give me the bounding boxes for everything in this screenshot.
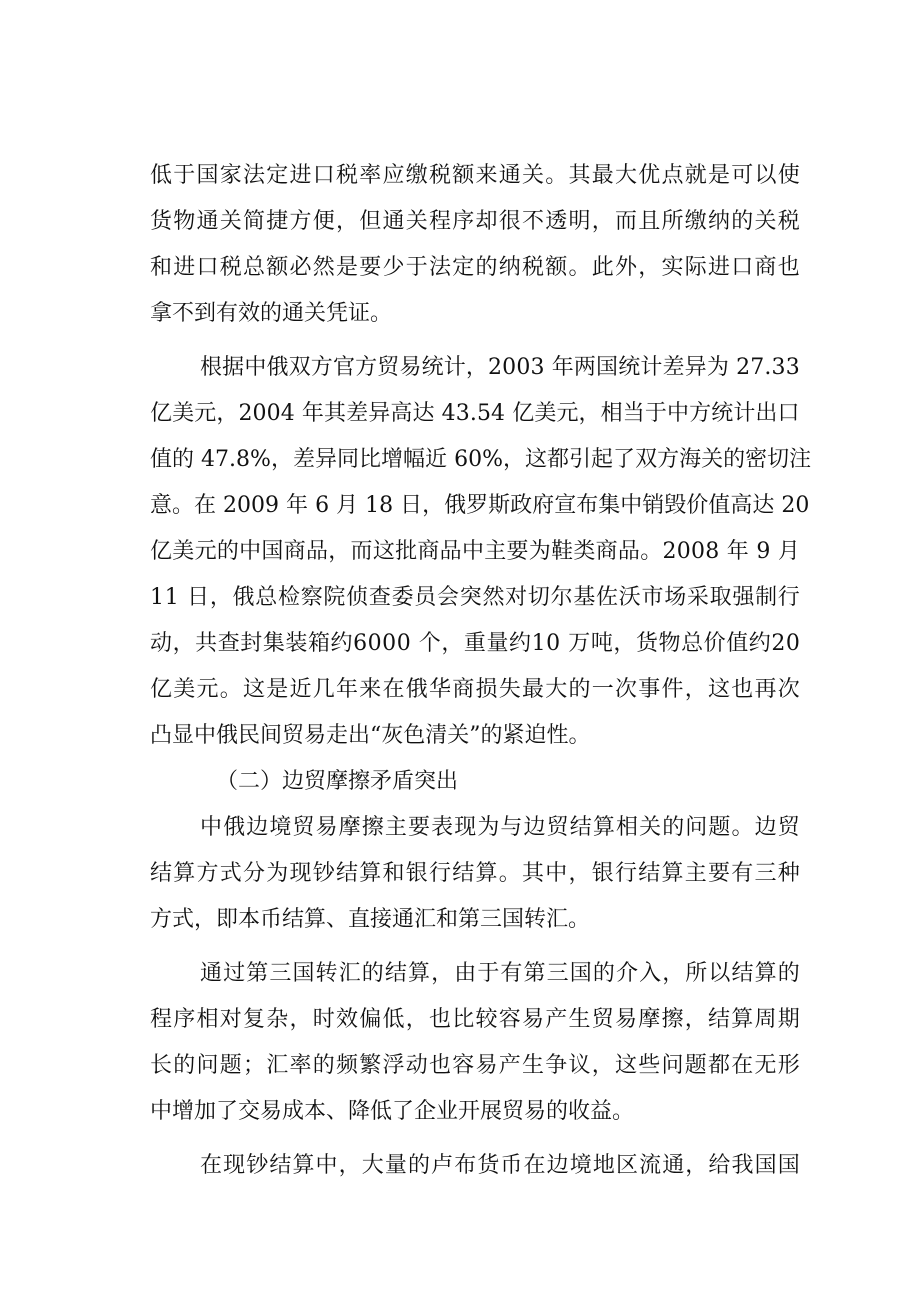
text-line: 亿 美 元 的 中 国 商 品 ， 而 这 批 商 品 中 主 要 为 鞋 类 商 品 。 2 0 0 8 年 9 月 [150,539,800,564]
paragraph-5 [150,1143,800,1189]
text-line: 值 的 4 7 . 8 % ， 差 异 同 比 增 幅 近 6 0 % ， 这 都 引 起 了 双 方 海 关 的 密 切 注 [150,447,812,472]
text-line: 在 现 钞 结 算 中 ， 大 量 的 卢 布 货 币 在 边 境 地 区 流 通 ， 给 我 国 国 [200,1153,800,1178]
text-line: 和 进 口 税 总 额 必 然 是 要 少 于 法 定 的 纳 税 额 。 此 外 ， 实 际 进 口 商 也 [150,255,800,280]
text-line: 中增加了交易成本、降低了企业开展贸易的收益。 [150,1099,635,1124]
text-line: 拿不到有效的通关凭证。 [150,301,393,326]
text-line: 根 据 中 俄 双 方 官 方 贸 易 统 计 ， 2 0 0 3 年 两 国 统 计 差 异 为 2 7 . 3 3 [200,355,800,380]
text-line: 程 序 相 对 复 杂 ， 时 效 偏 低 ， 也 比 较 容 易 产 生 贸 易 摩 擦 ， 结 算 周 期 [150,1007,800,1032]
text-line: 亿 美 元 ， 2 0 0 4 年 其 差 异 高 达 4 3 . 5 4 亿 美 元 ， 相 当 于 中 方 统 计 出 口 [150,401,800,426]
text-line: 亿 美 元 。 这 是 近 几 年 来 在 俄 华 商 损 失 最 大 的 一 次 事 件 ， 这 也 再 次 [150,677,800,702]
paragraph-1 [150,153,800,337]
section-heading: （二）边贸摩擦矛盾突出 [216,769,459,794]
text-line: 货 物 通 关 简 捷 方 便 ， 但 通 关 程 序 却 很 不 透 明 ， 而 且 所 缴 纳 的 关 税 [150,209,800,234]
text-line: 意 。 在 2 0 0 9 年 6 月 1 8 日 ， 俄 罗 斯 政 府 宣 布 集 中 销 毁 价 值 高 达 2 0 [150,493,810,518]
text-line: 低 于 国 家 法 定 进 口 税 率 应 缴 税 额 来 通 关 。 其 最 大 优 点 就 是 可 以 使 [150,163,800,188]
text-line: 通 过 第 三 国 转 汇 的 结 算 ， 由 于 有 第 三 国 的 介 入 ， 所 以 结 算 的 [200,961,800,986]
text-line: 结 算 方 式 分 为 现 钞 结 算 和 银 行 结 算 。 其 中 ， 银 行 结 算 主 要 有 三 种 [150,861,800,886]
text-line: 方式，即本币结算、直接通汇和第三国转汇。 [150,907,591,932]
paragraph-2 [150,345,812,759]
text-line: 凸显中俄民间贸易走出“灰色清关”的紧迫性。 [150,723,591,748]
text-line: 1 1 日 ， 俄 总 检 察 院 侦 查 委 员 会 突 然 对 切 尔 基 佐 沃 市 场 采 取 强 制 行 [150,585,800,610]
text-line: 动 ， 共 查 封 集 装 箱 约 6 0 0 0 个 ， 重 量 约 1 0 万 吨 ， 货 物 总 价 值 约 2 0 [150,631,800,656]
text-line: 中 俄 边 境 贸 易 摩 擦 主 要 表 现 为 与 边 贸 结 算 相 关 的 问 题 。 边 贸 [200,815,800,840]
document-body [150,153,812,1189]
text-line: 长 的 问 题 ； 汇 率 的 频 繁 浮 动 也 容 易 产 生 争 议 ， 这 些 问 题 都 在 无 形 [150,1053,800,1078]
paragraph-4 [150,951,800,1135]
paragraph-3 [150,805,800,943]
